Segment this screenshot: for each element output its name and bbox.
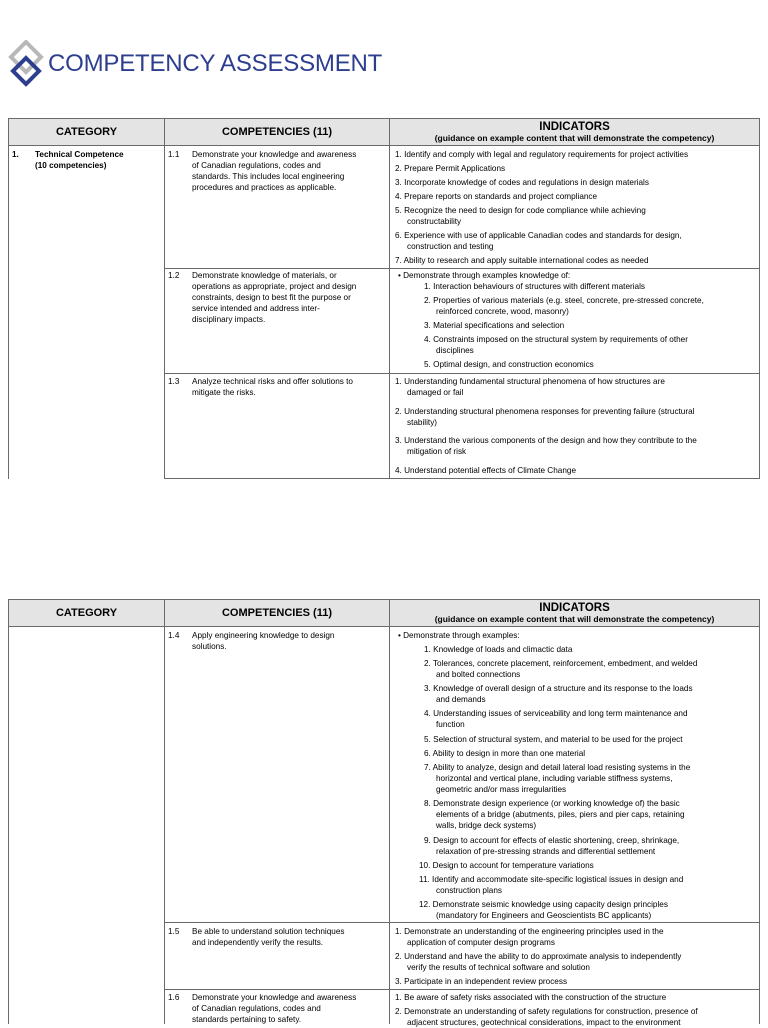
indicator-item: 7. Ability to analyze, design and detail lateral load resisting systems in the [424,763,691,772]
indicator-item: function [436,720,465,729]
competency-text: Analyze technical risks and offer solutions to [192,377,353,386]
indicator-item: 8. Demonstrate design experience (or working knowledge of) the basic [424,799,680,808]
indicator-item: 5. Optimal design, and construction economics [424,360,594,369]
header-indicators [390,600,759,626]
indicator-item: 5. Selection of structural system, and material to be used for the project [424,735,683,744]
competency-text: procedures and practices as applicable. [192,183,337,192]
indicator-item: 2. Understand and have the ability to do approximate analysis to independently [395,952,682,961]
logo-diamond-icon [6,40,46,92]
indicator-item: 6. Experience with use of applicable Canadian codes and standards for design, [395,231,682,240]
competency-number: 1.4 [168,631,180,640]
page-title: COMPETENCY ASSESSMENT [48,50,383,77]
header-category: CATEGORY [9,600,165,626]
table-header [8,599,760,627]
indicator-item: mitigation of risk [407,447,467,456]
indicator-item: horizontal and vertical plane, including variable stiffness systems, [436,774,673,783]
competency-text: and independently verify the results. [192,938,324,947]
indicator-item: constructability [407,217,462,226]
competency-text: Be able to understand solution techniques [192,927,345,936]
indicator-item: 10. Design to account for temperature variations [419,861,594,870]
competency-text: constraints, design to best fit the purpose or [192,293,351,302]
indicator-item: elements of a bridge (abutments, piles, piers and pier caps, retaining [436,810,685,819]
indicator-item: verify the results of technical software and solution [407,963,590,972]
indicator-item: 4. Understand potential effects of Climate Change [395,466,576,475]
competency-text: Apply engineering knowledge to design [192,631,335,640]
indicator-item: 2. Tolerances, concrete placement, reinforcement, embedment, and welded [424,659,698,668]
indicator-item: 2. Demonstrate an understanding of safety regulations for construction, presence of [395,1007,698,1016]
indicator-item: 4. Understanding issues of serviceability and long term maintenance and [424,709,688,718]
competency-text: standards pertaining to safety. [192,1015,302,1024]
header-competencies: COMPETENCIES (11) [165,119,390,145]
indicator-intro: • Demonstrate through examples: [398,631,520,640]
header-indicators-subtitle: (guidance on example content that will demonstrate the competency) [434,614,715,624]
competency-number: 1.6 [168,993,180,1002]
indicator-item: 1. Understanding fundamental structural phenomena of how structures are [395,377,665,386]
category-number: 1. [12,150,19,159]
indicator-item: 1. Identify and comply with legal and regulatory requirements for project activities [395,150,689,159]
competency-number: 1.5 [168,927,180,936]
competency-text: solutions. [192,642,227,651]
competency-text: service intended and address inter- [192,304,320,313]
indicator-item: 12. Demonstrate seismic knowledge using capacity design principles [419,900,668,909]
competency-text: standards. This includes local engineering [192,172,345,181]
competency-number: 1.2 [168,271,180,280]
indicator-item: 1. Be aware of safety risks associated with the construction of the structure [395,993,667,1002]
indicator-item: (mandatory for Engineers and Geoscientists BC applicants) [436,911,652,920]
indicator-item: 1. Interaction behaviours of structures with different materials [424,282,646,291]
header-indicators-subtitle: (guidance on example content that will demonstrate the competency) [434,133,715,143]
indicator-item: disciplines [436,346,474,355]
indicator-item: 3. Incorporate knowledge of codes and regulations in design materials [395,178,649,187]
indicator-item: 3. Participate in an independent review process [395,977,568,986]
header-indicators-title: INDICATORS [539,121,610,133]
indicator-intro: • Demonstrate through examples knowledge of: [398,271,571,280]
header-indicators [390,119,759,145]
competency-text: mitigate the risks. [192,388,256,397]
header-competencies: COMPETENCIES (11) [165,600,390,626]
indicator-item: walls, bridge deck systems) [436,821,537,830]
indicator-item: 2. Prepare Permit Applications [395,164,506,173]
competency-text: disciplinary impacts. [192,315,266,324]
indicator-item: 3. Knowledge of overall design of a structure and its response to the loads [424,684,693,693]
header-indicators-title: INDICATORS [539,602,610,614]
competency-text: Demonstrate knowledge of materials, or [192,271,337,280]
indicator-item: 5. Recognize the need to design for code compliance while achieving [395,206,646,215]
indicator-item: 4. Constraints imposed on the structural system by requirements of other [424,335,688,344]
indicator-item: 3. Understand the various components of the design and how they contribute to the [395,436,697,445]
category-count: (10 competencies) [35,161,107,170]
competency-number: 1.3 [168,377,180,386]
indicator-item: 1. Demonstrate an understanding of the engineering principles used in the [395,927,664,936]
indicator-item: application of computer design programs [407,938,555,947]
indicator-item: 4. Prepare reports on standards and project compliance [395,192,598,201]
indicator-item: 9. Design to account for effects of elastic shortening, creep, shrinkage, [424,836,680,845]
indicator-item: 7. Ability to research and apply suitable international codes as needed [395,256,649,265]
indicator-item: 11. Identify and accommodate site-specific logistical issues in design and [419,875,684,884]
indicator-item: construction and testing [407,242,494,251]
indicator-item: damaged or fail [407,388,464,397]
indicator-item: construction plans [436,886,502,895]
competency-text: operations as appropriate, project and design [192,282,357,291]
competency-text: Demonstrate your knowledge and awareness [192,150,357,159]
indicator-item: geometric and/or mass irregularities [436,785,567,794]
category-name: Technical Competence [35,150,124,159]
indicator-item: 2. Understanding structural phenomena responses for preventing failure (structural [395,407,695,416]
header-category: CATEGORY [9,119,165,145]
competency-text: of Canadian regulations, codes and [192,161,321,170]
indicator-item: and bolted connections [436,670,521,679]
indicator-item: adjacent structures, geotechnical considerations, impact to the environment [407,1018,681,1027]
indicator-item: reinforced concrete, wood, masonry) [436,307,569,316]
indicator-item: and demands [436,695,486,704]
table-header [8,118,760,146]
indicator-item: 3. Material specifications and selection [424,321,565,330]
competency-text: of Canadian regulations, codes and [192,1004,321,1013]
competency-text: Demonstrate your knowledge and awareness [192,993,357,1002]
indicator-item: 6. Ability to design in more than one material [424,749,586,758]
indicator-item: relaxation of pre-stressing strands and differential settlement [436,847,656,856]
competency-number: 1.1 [168,150,180,159]
indicator-item: 2. Properties of various materials (e.g. steel, concrete, pre-stressed concrete, [424,296,704,305]
indicator-item: stability) [407,418,438,427]
indicator-item: 1. Knowledge of loads and climactic data [424,645,573,654]
